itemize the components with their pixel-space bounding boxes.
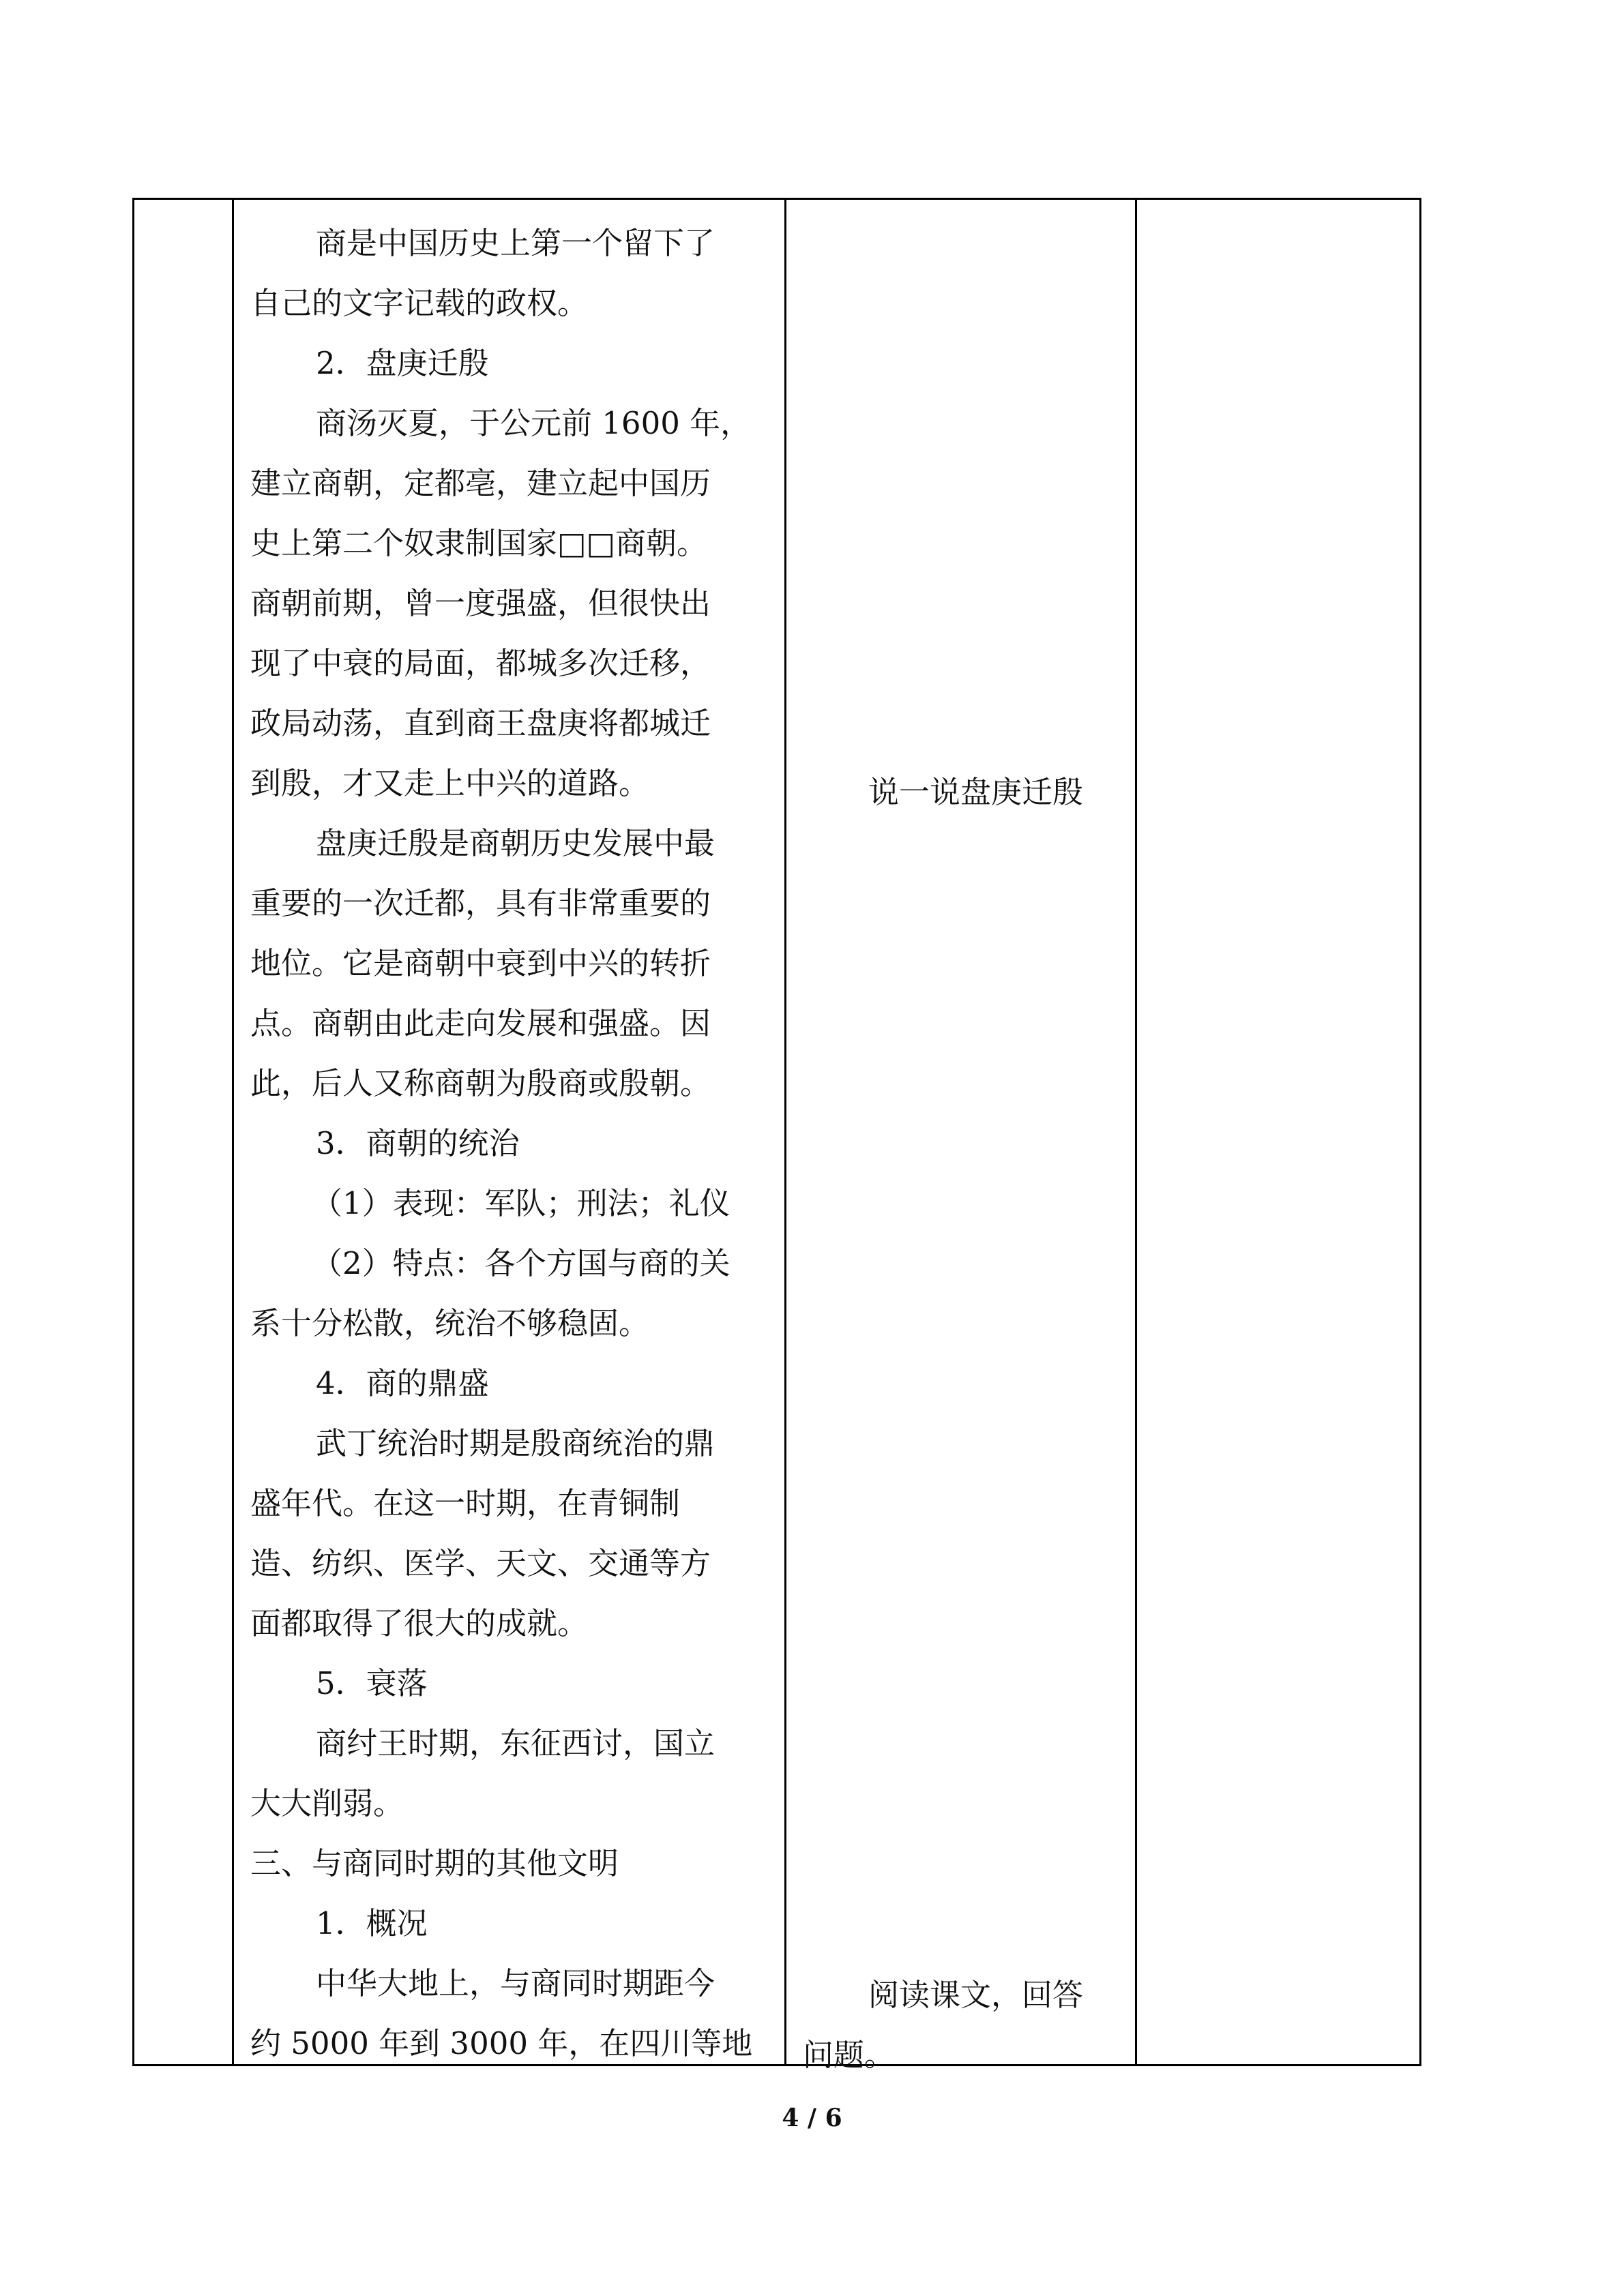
content-line: 自己的文字记载的政权。 (250, 285, 589, 321)
activity-line: 说一说盘庚迁殷 (868, 774, 1084, 810)
content-line: 5．衰落 (316, 1665, 428, 1701)
content-line: 商是中国历史上第一个留下了 (316, 225, 715, 261)
content-line: 中华大地上，与商同时期距今 (316, 1965, 715, 2001)
content-line: 4．商的鼎盛 (316, 1365, 489, 1401)
content-line: 盛年代。在这一时期，在青铜制 (250, 1485, 681, 1521)
content-line: 到殷，才又走上中兴的道路。 (250, 765, 650, 801)
content-line: （2）特点：各个方国与商的关 (312, 1245, 730, 1281)
content-line: 现了中衰的局面，都城多次迁移， (250, 645, 711, 681)
content-line: 此，后人又称商朝为殷商或殷朝。 (250, 1065, 711, 1101)
content-line: 盘庚迁殷是商朝历史发展中最 (316, 825, 715, 861)
content-line: 大大削弱。 (250, 1785, 404, 1821)
activity-block-1 (803, 762, 1121, 822)
content-line: 1．概况 (316, 1905, 428, 1941)
column-divider-3 (1135, 200, 1137, 2064)
content-line: 史上第二个奴隶制国家□□商朝。 (250, 525, 708, 561)
teaching-content-column (234, 200, 785, 2074)
content-line: （1）表现：军队；刑法；礼仪 (312, 1185, 730, 1221)
activity-line: 问题。 (803, 2037, 896, 2073)
content-line: 商朝前期，曾一度强盛，但很快出 (250, 585, 711, 621)
content-line: 面都取得了很大的成就。 (250, 1605, 589, 1641)
content-line: 政局动荡，直到商王盘庚将都城迁 (250, 705, 711, 741)
content-line: 武丁统治时期是殷商统治的鼎 (316, 1425, 715, 1461)
content-line: 地位。它是商朝中衰到中兴的转折 (250, 945, 711, 981)
content-line: 重要的一次迁都，具有非常重要的 (250, 885, 711, 921)
content-line: 点。商朝由此走向发展和强盛。因 (250, 1005, 711, 1041)
content-line: 2．盘庚迁殷 (316, 345, 489, 381)
activity-line: 阅读课文，回答 (868, 1977, 1084, 2013)
page-number: 4 / 6 (782, 2104, 842, 2132)
content-line: 3．商朝的统治 (316, 1125, 520, 1161)
content-line: 商纣王时期，东征西讨，国立 (316, 1725, 715, 1761)
content-line: 建立商朝，定都亳，建立起中国历 (250, 465, 711, 501)
lesson-table (132, 198, 1421, 2073)
content-line: 系十分松散，统治不够稳固。 (250, 1305, 650, 1341)
content-line: 造、纺织、医学、天文、交通等方 (250, 1545, 711, 1581)
content-line: 商汤灭夏，于公元前 1600 年， (316, 405, 752, 441)
content-line: 三、与商同时期的其他文明 (250, 1845, 619, 1881)
content-line: 约 5000 年到 3000 年，在四川等地 (250, 2025, 753, 2061)
activity-block-2 (803, 1965, 1121, 2085)
